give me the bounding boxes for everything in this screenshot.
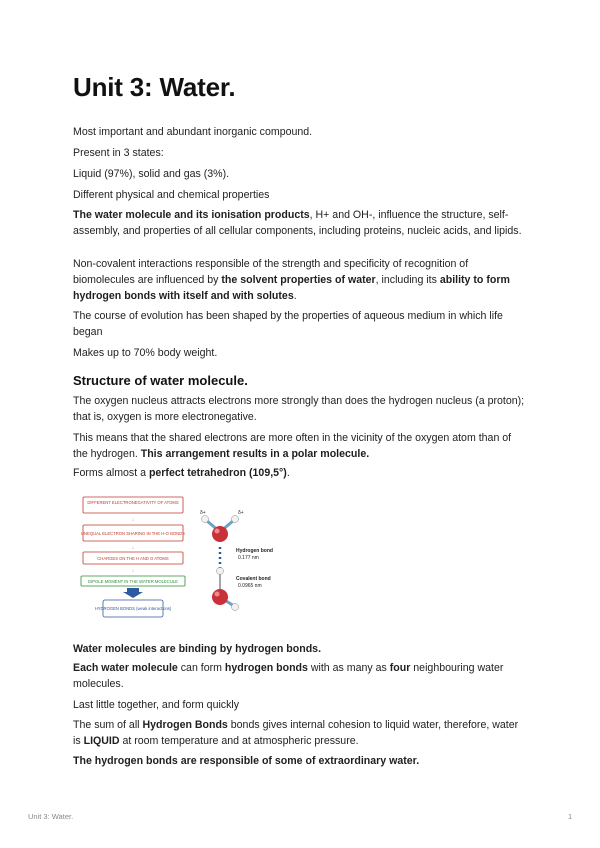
- atom-highlight: [215, 529, 220, 534]
- flow-box-1-text: DIFFERENT ELECTRONEGATIVITY OF ATOMS: [87, 500, 179, 505]
- covalent-bond-length: 0.0965 nm: [238, 583, 262, 589]
- text-run: .: [286, 467, 290, 479]
- bold-liquid: LIQUID: [83, 735, 120, 747]
- bold-hydrogen-bonds-3: Hydrogen Bonds: [142, 719, 228, 731]
- arrow-icon: ↓: [131, 545, 135, 551]
- intro-paragraph-6: [73, 256, 525, 304]
- bold-binding-text: Water molecules are binding by hydrogen bonds.: [73, 643, 322, 655]
- hydrogen-bond-label: Hydrogen bond: [236, 548, 273, 554]
- oxygen-atom: [212, 589, 228, 605]
- down-arrow-icon: [123, 588, 143, 598]
- text-run: , including its: [375, 274, 440, 286]
- text-run: .: [293, 290, 297, 302]
- intro-paragraph-8: Makes up to 70% body weight.: [73, 347, 218, 359]
- water-molecule-diagram: [200, 510, 273, 611]
- bold-tetrahedron: perfect tetrahedron (109,5°): [148, 467, 287, 479]
- text-run: with as many as: [307, 662, 390, 674]
- covalent-bond-label: Covalent bond: [236, 576, 271, 582]
- hydrogen-bond-length: 0.177 nm: [238, 555, 259, 561]
- bold-each-water-molecule: Each water molecule: [73, 662, 178, 674]
- after-paragraph-4: [73, 717, 525, 749]
- bold-polar-molecule: This arrangement results in a polar molecule.: [140, 448, 370, 460]
- section-paragraph-3: [73, 465, 525, 481]
- hydrogen-atom: [232, 516, 239, 523]
- hydrogen-atom: [202, 516, 209, 523]
- hydrogen-atom: [232, 604, 239, 611]
- bold-hydrogen-bonds: ability to form hydrogen bonds with itself and with solutes: [73, 274, 510, 302]
- text-run: neighbouring water molecules.: [73, 662, 504, 690]
- page-number: 1: [568, 812, 573, 821]
- oxygen-atom: [212, 526, 228, 542]
- intro-paragraph-4: Different physical and chemical properties: [73, 189, 270, 201]
- bold-responsible: The hydrogen bonds are responsible of some of extraordinary water.: [73, 755, 420, 767]
- arrow-icon: ↓: [131, 568, 135, 574]
- text-run: This means that the shared electrons are more often in the vicinity of the oxygen atom than of the hydrogen.: [73, 432, 512, 460]
- charge-label: δ+: [200, 510, 206, 516]
- flow-box-2-text: UNEQUAL ELECTRON SHARING IN THE H-O BONDS: [80, 531, 186, 536]
- intro-paragraph-1: Most important and abundant inorganic compound.: [73, 126, 313, 138]
- arrow-icon: ↓: [131, 517, 135, 523]
- bold-hydrogen-bonds-2: hydrogen bonds: [224, 662, 308, 674]
- page-title: Unit 3: Water.: [73, 72, 236, 102]
- intro-paragraph-2: Present in 3 states:: [73, 147, 164, 159]
- text-run: bonds gives internal cohesion to liquid water, therefore, water is: [73, 719, 519, 747]
- hydrogen-atom: [217, 568, 224, 575]
- bold-four: four: [389, 662, 411, 674]
- text-run: can form: [177, 662, 225, 674]
- text-run: Forms almost a: [73, 467, 149, 479]
- bold-solvent-properties: the solvent properties of water: [221, 274, 376, 286]
- text-run: Non-covalent interactions responsible of the strength and specificity of recognition of biomolecules are influenced by: [73, 258, 469, 286]
- intro-paragraph-7: The course of evolution has been shaped by the properties of aqueous medium in which life began: [73, 310, 503, 338]
- after-paragraph-5: [73, 753, 525, 769]
- after-paragraph-3: Last little together, and form quickly: [73, 699, 240, 711]
- text-run: , H+ and OH-, influence the structure, self-assembly, and properties of all cellular components, including proteins, nucleic acids, and lipids.: [73, 209, 522, 237]
- after-paragraph-1: [73, 641, 525, 657]
- text-run: at room temperature and at atmospheric pressure.: [119, 735, 359, 747]
- footer-title: Unit 3: Water.: [28, 812, 74, 821]
- bold-water-molecule: The water molecule and its ionisation products: [73, 209, 310, 221]
- flow-box-5-text: HYDROGEN BONDS (weak interactions): [94, 606, 172, 611]
- intro-paragraph-5: [73, 207, 525, 239]
- intro-paragraph-3: Liquid (97%), solid and gas (3%).: [73, 168, 230, 180]
- water-molecule-figure: [78, 492, 328, 622]
- text-run: The sum of all: [73, 719, 143, 731]
- flow-box-4-text: DIPOLE MOMENT IN THE WATER MOLECULE: [88, 579, 178, 584]
- flow-box-3-text: CHARGES ON THE H AND O ATOMS: [97, 556, 169, 561]
- section-paragraph-1: The oxygen nucleus attracts electrons more strongly than does the hydrogen nucleus (a proton); that is, oxygen is more electronegative.: [73, 395, 525, 423]
- section-heading: Structure of water molecule.: [73, 373, 248, 388]
- after-paragraph-2: [73, 660, 525, 692]
- atom-highlight: [215, 592, 220, 597]
- charge-label: δ+: [238, 510, 244, 516]
- section-paragraph-2: [73, 430, 525, 462]
